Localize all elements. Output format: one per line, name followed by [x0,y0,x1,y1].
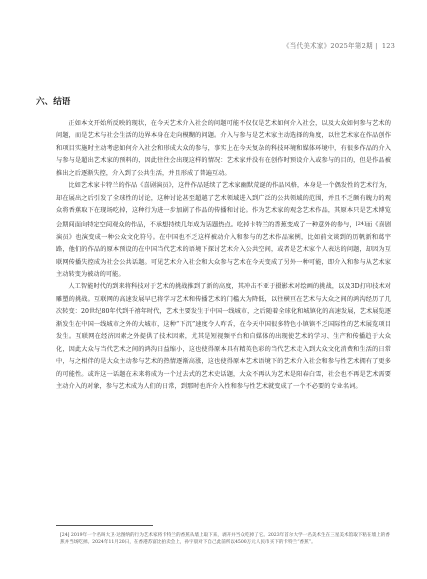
paragraph-3: 人工智能时代的到来将科技对于艺术的挑战推到了新的高度，其冲击不亚于摄影术对绘画的挑战，以及3D打印技术对雕塑的挑战。互联网的高速发展早已将学习艺术和传播艺术的门槛大为降低，以往横亘在艺术与大众之间的鸿沟经历了几次转变：20世纪80年代到千禧年时代，艺术主要发生于中国一线城市，之后随着全球化和城镇化的高速发展，艺术展览逐渐发生在中国一线城市之外的大城市，这种“下沉”速度令人咋舌，在今天中国很多特色小镇镇不乏国际性的艺术展览项目发生。互联网在经济因素之外提供了技术因素，尤其是短视频平台和自媒体的出现使艺术的学习、生产和传播趋于大众化，因此大众与当代艺术之间的鸿沟日益缩小，这也使得原本具有精英色彩的当代艺术走入到大众文化消费和生活的日常中，与之相伴的是大众主动参与艺术的热情逐渐高涨，这也使得原本艺术语境下的艺术介入社会和参与性艺术拥有了更多的可能性。或许这一话题在未来将成为一个过去式的艺术史话题，大众不再认为艺术是阳春白雪，社会也不再是艺术需要主动介入的对象，参与艺术成为人们的日常，到那时也许介入性和参与性艺术就变成了一个不必要的专业名词。 [56,283,391,391]
section-title: 六、结语 [36,97,71,107]
paragraph-2 [56,180,391,281]
article-body [56,118,391,394]
paragraph-2-part-2: 而《喜剧演员》也演变成一种公众文化符号。在中国也不乏这样被动介入和参与的艺术作品案例，比如前文谈到的历帆新和葛宇路，他们的作品的原本预设的在中国当代艺术的语境下探讨艺术介入公共空间，或者是艺术家个人表达的问题，却因为互联网传播失控成为社会公共话题。可见艺术介入社会和大众参与艺术在今天变成了另外一种可能，即介入和参与从艺术家主动转变为被动的可能。 [56,221,391,279]
paragraph-2-part-1: 比如艺术家卡特兰的作品《喜剧演员》，这件作品延续了艺术家幽默荒诞的作品风格，本身是一个偶发性的艺术行为，却在展出之后引发了全球性的讨论，这种讨论甚至超越了艺术领域进入到广泛的公共领域的范围，并且不乏颇有魄力的观众将香蕉取下在现场吃掉，这种行为进一步加剧了作品的传播和讨论。作为艺术家的观念艺术作品，其原本只是艺术博览会期间面向特定空间观众的作品，不承想持续几年成为话题热点。吃掉卡特兰的香蕉变成了一种意外的参与， [56,182,391,229]
header-separator: | [375,42,378,50]
page-number: 123 [381,42,395,50]
footnote-24: [24] 2019年一个名叫大卫·达图纳的行为艺术家将卡特兰的香蕉从墙上取下来，剥开并当众吃掉了它。2023年首尔大学一名美术生在三星美术馆取下粘在墙上的香蕉并当场吃掉。2024年11月20日，在香港苏富比拍卖会上，孙宇晨对下自己此前所以4500万元人民币买下的卡特兰“香蕉”。 [60,533,390,546]
running-header [283,40,395,50]
paragraph-1: 正如本文开始所反映的现状，在今天艺术介入社会的问题可能不仅仅是艺术如何介入社会，以及大众如何参与艺术的问题，而是艺术与社会生活的边界本身在走向模糊的问题。介入与参与是艺术家主动选择的角度，以往艺术家在作品创作和项目实施时主动考虑如何介入社会和形成大众的参与，事实上在今天复杂的科技环境和媒体环境中，有很多作品的介入与参与是超出艺术家的预料的，因此往往会出现这样的情况：艺术家并没有在创作时预设介入或参与的目的，但是作品被推出之后逐渐失控，介入到了公共生活，并且形成了普遍互动。 [56,120,391,177]
journal-name: 《当代美术家》2025年第2期 [282,42,373,50]
footnote-reference[interactable]: [24] [355,220,367,227]
footnote-divider [56,525,153,526]
